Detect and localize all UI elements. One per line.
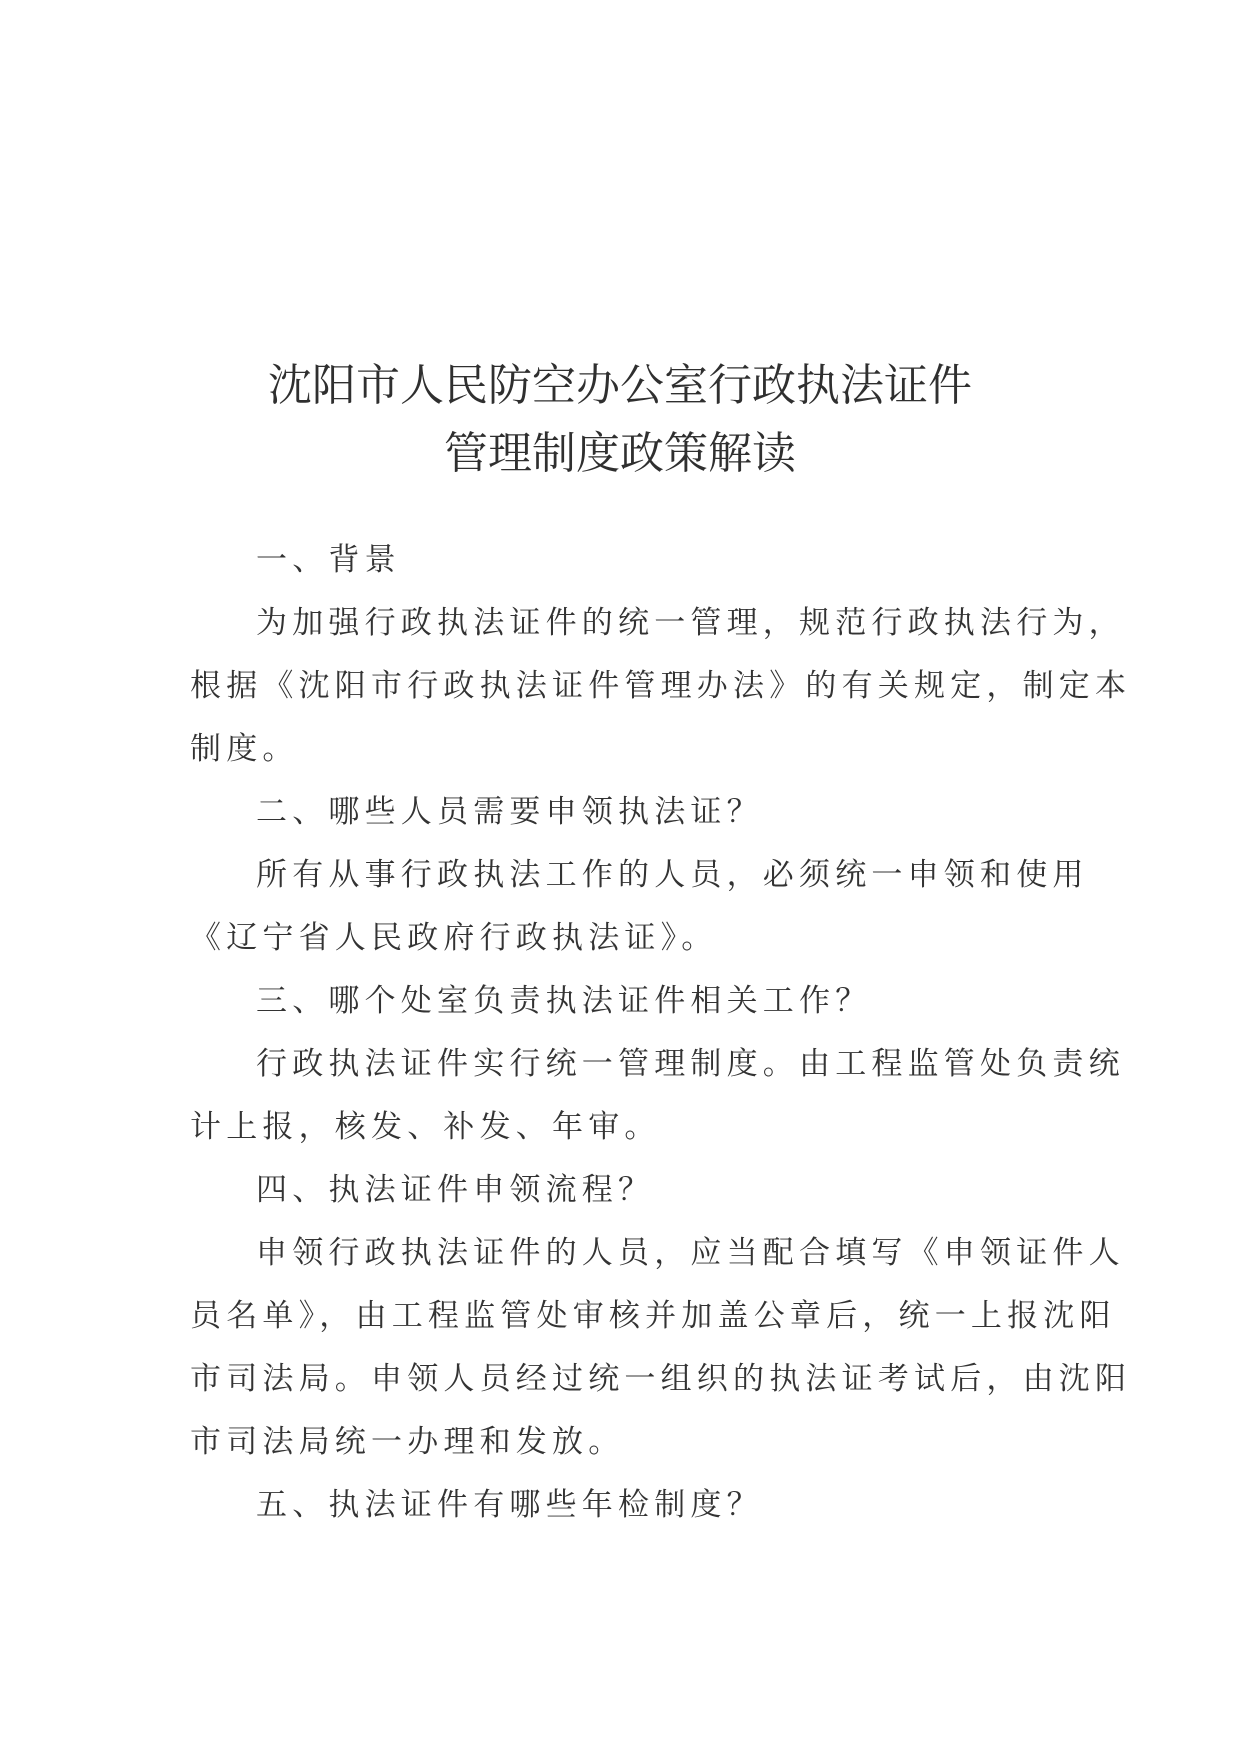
paragraph-line: 《辽宁省人民政府行政执法证》。 xyxy=(190,920,718,956)
paragraph-line: 所有从事行政执法工作的人员，必须统一申领和使用 xyxy=(256,857,1089,893)
document-title xyxy=(190,352,1050,488)
section-heading-who-applies: 二、哪些人员需要申领执法证？ xyxy=(256,794,763,830)
paragraph-line: 为加强行政执法证件的统一管理，规范行政执法行为， xyxy=(256,605,1125,641)
section-heading-application-process: 四、执法证件申领流程？ xyxy=(256,1172,655,1208)
paragraph-line: 员名单》，由工程监管处审核并加盖公章后，统一上报沈阳 xyxy=(190,1298,1116,1334)
paragraph-line: 市司法局。申领人员经过统一组织的执法证考试后，由沈阳 xyxy=(190,1361,1132,1397)
paragraph-line: 市司法局统一办理和发放。 xyxy=(190,1424,625,1460)
section-heading-annual-inspection: 五、执法证件有哪些年检制度？ xyxy=(256,1487,763,1523)
title-line-1: 沈阳市人民防空办公室行政执法证件 xyxy=(268,360,972,411)
paragraph-line: 行政执法证件实行统一管理制度。由工程监管处负责统 xyxy=(256,1046,1125,1082)
title-line-2: 管理制度政策解读 xyxy=(444,428,796,479)
paragraph-line: 申领行政执法证件的人员，应当配合填写《申领证件人 xyxy=(256,1235,1125,1271)
section-heading-background: 一、背景 xyxy=(256,542,401,578)
paragraph-line: 计上报，核发、补发、年审。 xyxy=(190,1109,661,1145)
paragraph-line: 制度。 xyxy=(190,731,299,767)
section-heading-responsible-office: 三、哪个处室负责执法证件相关工作？ xyxy=(256,983,872,1019)
paragraph-line: 根据《沈阳市行政执法证件管理办法》的有关规定，制定本 xyxy=(190,668,1132,704)
